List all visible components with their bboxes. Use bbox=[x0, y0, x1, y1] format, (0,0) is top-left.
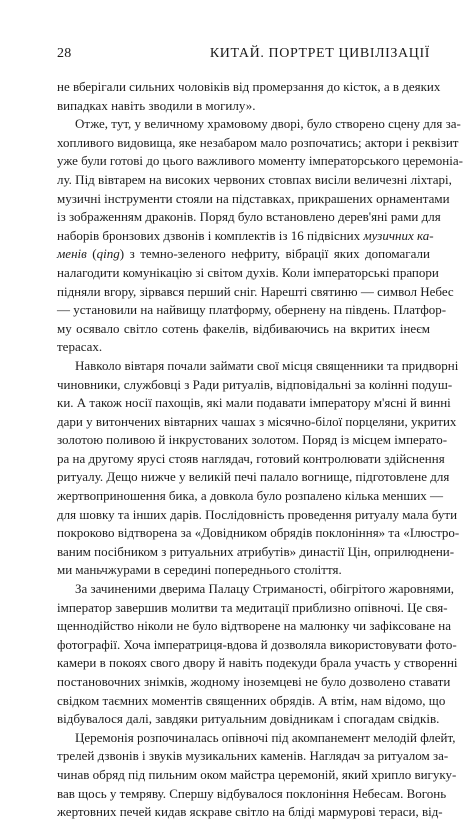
text-line: ми маньчжурами в середині попереднього століття. bbox=[57, 562, 342, 578]
text-run: з темно-зеленого нефриту, вібрації яких допомагали bbox=[129, 246, 430, 262]
text-line: Отже, тут, у величному храмовому дворі, було створено сцену для за- bbox=[75, 116, 461, 132]
italic-term: менів bbox=[57, 246, 87, 262]
text-line: ра на другому ярусі стояв наглядач, готовий контролювати здійснення bbox=[57, 450, 445, 466]
text-line: відбувалося далі, завдяки ритуальним довідникам і спогадам свідків. bbox=[57, 711, 440, 727]
page-number: 28 bbox=[57, 46, 72, 61]
text-line: покроково відтворена за «Довідником обрядів поклоніння» та «Ілюстро- bbox=[57, 525, 460, 541]
italic-term: qing bbox=[96, 246, 120, 262]
text-line: із зображенням драконів. Поряд було встановлено дерев'яні рами для bbox=[57, 209, 441, 225]
text-line: випадках навіть зводили в могилу». bbox=[57, 97, 256, 113]
text-line-with-italic: менів (qing) з темно-зеленого нефриту, вібрації яких допомагали bbox=[57, 246, 430, 262]
text-line: дари у витончених вівтарних чашах з місячно-білої порцеляни, укритих bbox=[57, 413, 457, 429]
text-line: імператор завершив молитви та медитації приблизно опівночі. Це свя- bbox=[57, 599, 448, 615]
text-line: лу. Під вівтарем на високих червоних стовпах висіли величезні ліхтарі, bbox=[57, 171, 452, 187]
paragraph bbox=[57, 729, 457, 822]
paragraph bbox=[57, 115, 463, 357]
text-line: Церемонія розпочиналась опівночі під акомпанемент мелодій флейт, bbox=[75, 729, 456, 745]
text-line: камери в покоях свого двору й навіть подекуди брала участь у створенні bbox=[57, 655, 458, 671]
text-line: налагодити комунікацію зі світом духів. Коли імператорські прапори bbox=[57, 264, 439, 280]
text-line: щеннодійство ніколи не було відтворене на малюнку чи зафіксоване на bbox=[57, 618, 452, 634]
paragraph-continued bbox=[57, 78, 441, 115]
text-line: Навколо вівтаря почали займати свої місця священники та придворні bbox=[75, 357, 459, 373]
paragraph bbox=[57, 580, 458, 729]
body-text bbox=[57, 78, 463, 822]
text-run: наборів бронзових дзвонів і комплектів із 16 підвісних bbox=[57, 227, 364, 243]
text-line: не вберігали сильних чоловіків від промерзання до кісток, а в деяких bbox=[57, 79, 441, 94]
text-line: му осявало світло сотень факелів, відбиваючись на вкритих інеєм bbox=[57, 320, 430, 336]
italic-term: музичних ка- bbox=[363, 227, 434, 243]
text-line: свідком таємних моментів священних обрядів. А втім, нам відомо, що bbox=[57, 692, 446, 708]
text-line: хопливого видовища, яке незабаром мало розпочатись; актори і реквізит bbox=[57, 134, 459, 150]
text-line: уже були готові до цього важливого моменту імператорського церемоніа- bbox=[57, 153, 463, 169]
text-line: жертвоприношення бика, а довкола було розпалено кілька менших — bbox=[57, 488, 444, 504]
text-line: ки. А також носії пахощів, які мали подавати імператору м'ясні й винні bbox=[57, 395, 451, 411]
text-line: — установили на найвищу платформу, обернену на південь. Платфор- bbox=[57, 302, 447, 318]
text-line: постановочних знімків, жодному іноземцеві не було дозволено ставати bbox=[57, 674, 451, 689]
text-line: вав щось у темряву. Спершу відбувалося поклоніння Небесам. Вогонь bbox=[57, 785, 447, 801]
text-line: ритуалу. Дещо нижче у великій печі палало вогнище, підготовлене для bbox=[57, 469, 450, 485]
text-line: жертовних печей кидав яскраве світло на бліді мармурові тераси, від- bbox=[57, 804, 443, 820]
text-line: чиновники, службовці з Ради ритуалів, відповідальні за колінні подуш- bbox=[57, 376, 453, 392]
text-line: фотографії. Хоча імператриця-вдова й дозволяла використовувати фото- bbox=[57, 636, 457, 652]
running-header bbox=[57, 46, 430, 64]
text-line: чинав обряд під пильним оком майстра церемоній, який хрипло вигуку- bbox=[57, 766, 457, 782]
text-line: золотою поливою й інкрустованих золотом. Поряд із місцем імперато- bbox=[57, 432, 448, 448]
text-line: підняли вгору, зірвався перший сніг. Нарешті святиню — символ Небес bbox=[57, 283, 454, 299]
text-line: ваним посібником з ритуальних атрибутів» династії Цін, оприлюднени- bbox=[57, 543, 455, 559]
text-line: музичні інструменти стояли на підставках, прикрашених орнаментами bbox=[57, 190, 450, 206]
text-line: терасах. bbox=[57, 339, 103, 355]
text-line: трелей дзвонів і звуків музикальних каменів. Наглядач за ритуалом за- bbox=[57, 748, 449, 764]
paragraph bbox=[57, 357, 460, 580]
text-line: для шовку та інших дарів. Послідовність проведення ритуалу мала бути bbox=[57, 506, 458, 522]
running-title: КИТАЙ. ПОРТРЕТ ЦИВІЛІЗАЦІЇ bbox=[209, 46, 430, 61]
text-line-with-italic bbox=[57, 227, 434, 246]
text-line: За зачиненими дверима Палацу Стриманості, обігрітого жаровнями, bbox=[75, 581, 455, 597]
